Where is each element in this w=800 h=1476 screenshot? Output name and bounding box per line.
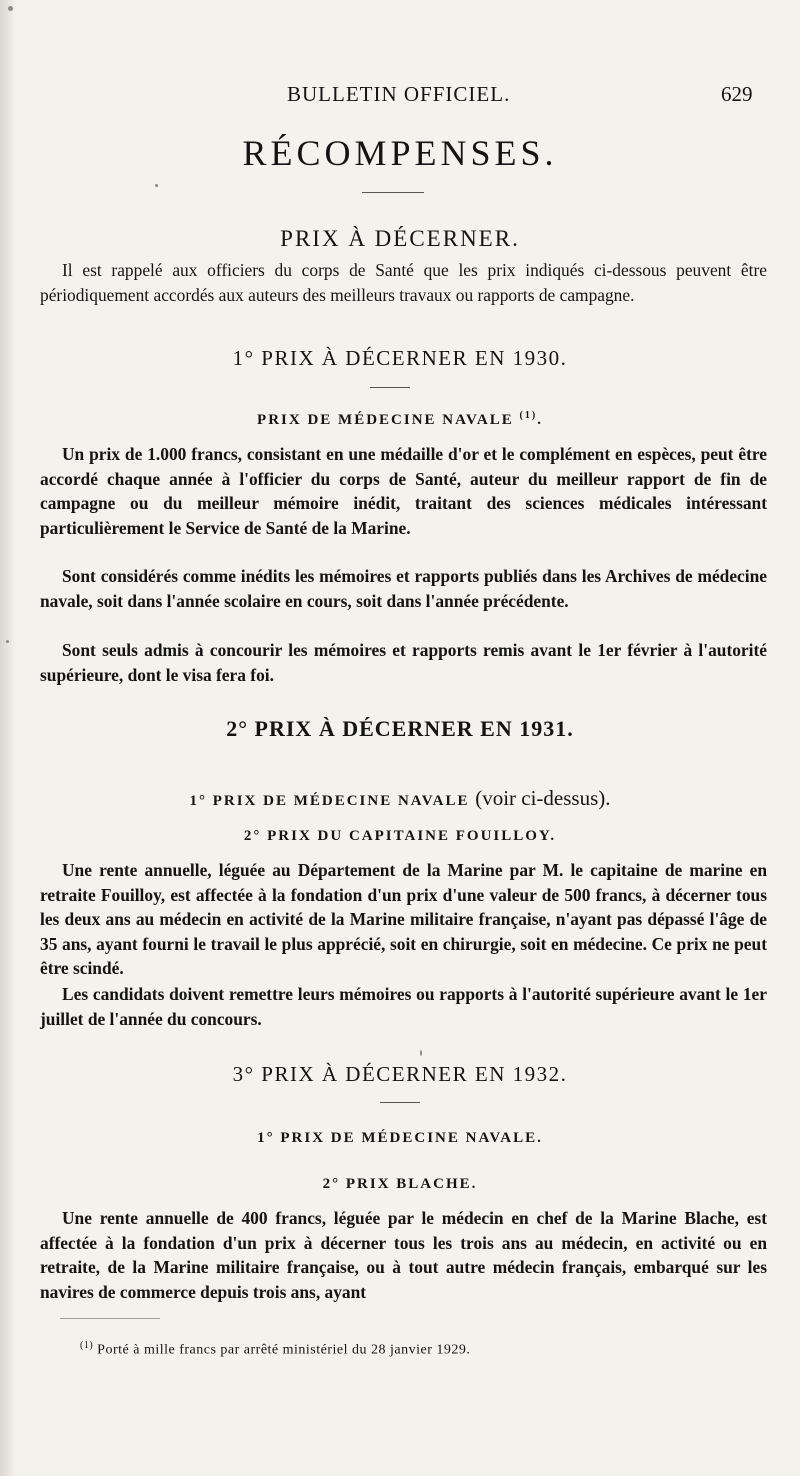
scan-speck — [6, 640, 9, 643]
subheading-medecine-navale-1931 — [0, 786, 800, 811]
paragraph-1931-2: Les candidats doivent remettre leurs mémoires ou rapports à l'autorité supérieure avant le 1er juillet de l'année du concours. — [40, 984, 767, 1029]
title-separator — [362, 192, 424, 193]
scan-speck — [420, 1050, 422, 1056]
subheading-medecine-navale-1930: PRIX DE MÉDECINE NAVALE $^{(1)}$. — [257, 410, 543, 428]
main-title: RÉCOMPENSES. — [242, 133, 558, 173]
section-heading-prix-a-decerner: PRIX À DÉCERNER. — [280, 226, 520, 251]
subheading-medecine-navale-label: PRIX DE MÉDECINE NAVALE — [257, 412, 514, 428]
paragraph-1930-1: Un prix de 1.000 francs, consistant en une médaille d'or et le complément en espèces, peut être accordé chaque année à l'officier du corps de Santé, auteur du meilleur rapport de fin de campagne ou du meilleur mémoire inédit, traitant des sciences médicales intéressant particulièrement le Service de Santé de la Marine. — [40, 444, 767, 538]
section-heading-1930: 1° PRIX À DÉCERNER EN 1930. — [232, 346, 568, 370]
scan-speck — [155, 184, 158, 187]
separator-1932 — [380, 1102, 420, 1103]
paragraph-1932-1: Une rente annuelle de 400 francs, léguée par le médecin en chef de la Marine Blache, est affectée à la fondation d'un prix à décerner tous les trois ans au médecin, en activité ou en retraite, de la Marine militaire française, ou à tout autre médecin français, embarqué sur les navires de commerce depuis trois ans, ayant — [40, 1208, 767, 1302]
separator-1930 — [370, 387, 410, 388]
footnote — [80, 1340, 780, 1359]
paragraph-1930-3: Sont seuls admis à concourir les mémoires et rapports remis avant le 1er février à l'autorité supérieure, dont le visa fera foi. — [40, 640, 767, 685]
footnote-text: Porté à mille francs par arrêté ministériel du 28 janvier 1929. — [97, 1342, 471, 1358]
section-heading-1932: 3° PRIX À DÉCERNER EN 1932. — [232, 1062, 568, 1086]
subheading-prix-blache: 2° PRIX BLACHE. — [322, 1176, 478, 1192]
section-heading-1931: 2° PRIX À DÉCERNER EN 1931. — [226, 716, 574, 741]
subheading-1931-prefix: 1° PRIX DE MÉDECINE NAVALE — [189, 793, 470, 809]
subheading-medecine-navale-1932: 1° PRIX DE MÉDECINE NAVALE. — [257, 1130, 543, 1146]
footnote-reference: (1) — [519, 410, 538, 421]
scan-speck — [8, 6, 13, 11]
footnote-mark: (1) — [80, 1340, 94, 1351]
intro-paragraph: Il est rappelé aux officiers du corps de Santé que les prix indiqués ci-dessous peuvent être périodiquement accordés aux auteurs des meilleurs travaux ou rapports de campagne. — [40, 260, 767, 305]
footnote-separator — [60, 1318, 160, 1319]
running-head — [0, 82, 800, 112]
paragraph-1931-1: Une rente annuelle, léguée au Département de la Marine par M. le capitaine de marine en retraite Fouilloy, est affectée à la fondation d'un prix d'une valeur de 500 francs, à décerner tous les deux ans au médecin en activité de la Marine militaire française, n'ayant pas dépassé l'âge de 35 ans, ayant fourni le travail le plus apprécié, soit en chirurgie, soit en médecine. Ce prix ne peut être scindé. — [40, 860, 767, 978]
page-number: 629 — [721, 82, 753, 106]
subheading-capitaine-fouilloy: 2° PRIX DU CAPITAINE FOUILLOY. — [243, 828, 557, 844]
paragraph-1930-2: Sont considérés comme inédits les mémoires et rapports publiés dans les Archives de médecine navale, soit dans l'année scolaire en cours, soit dans l'année précédente. — [40, 566, 767, 611]
subheading-1931-suffix: (voir ci-dessus). — [475, 786, 611, 810]
running-title: BULLETIN OFFICIEL. — [287, 82, 511, 106]
